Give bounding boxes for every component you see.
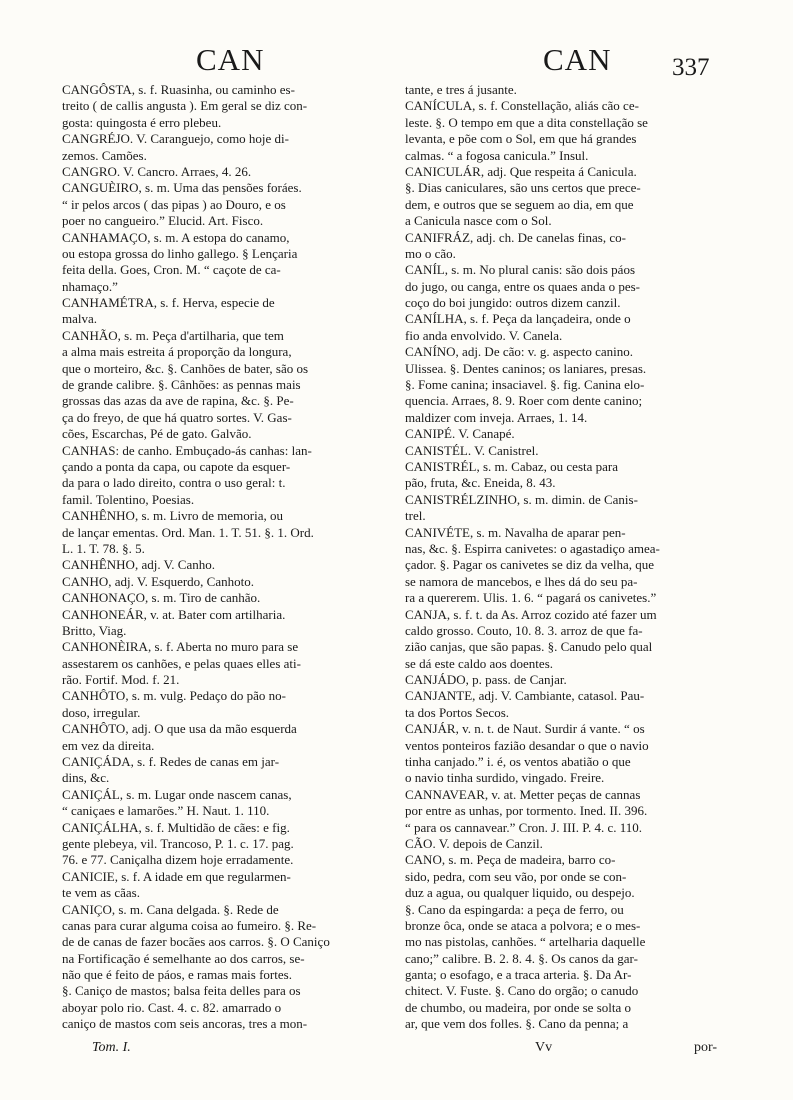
text-line: CANHAS: de canho. Embuçado-ás canhas: lan-: [62, 442, 312, 458]
text-line: CANISTRÉL, s. m. Cabaz, ou cesta para: [405, 458, 619, 474]
text-line: çando a ponta da capa, ou capote da esquer-: [62, 458, 291, 474]
text-line: CANHÔTO, adj. O que usa da mão esquerda: [62, 721, 297, 737]
text-line: pão, fruta, &c. Eneida, 8. 43.: [405, 475, 556, 491]
page-number: 337: [672, 54, 710, 81]
text-line: de grande calibre. §. Cânhões: as pennas mais: [62, 377, 301, 393]
text-line: CANJA, s. f. t. da As. Arroz cozido até fazer um: [405, 606, 657, 622]
text-line: CANISTRÉLZINHO, s. m. dimin. de Canis-: [405, 491, 638, 507]
text-line: doso, irregular.: [62, 704, 141, 720]
text-line: a Canicula nasce com o Sol.: [405, 213, 552, 229]
text-line: ar, que vem dos folles. §. Cano da penna; a: [405, 1016, 629, 1032]
text-line: nhamaço.”: [62, 278, 118, 294]
text-line: Ulissea. §. Dentes caninos; os laniares, presas.: [405, 360, 647, 376]
text-line: tinha canjado.” i. é, os ventos abatião o que: [405, 754, 631, 770]
text-line: §. Fome canina; insaciavel. §. fig. Canina elo-: [405, 377, 645, 393]
text-line: CANNAVEAR, v. at. Metter peças de cannas: [405, 786, 641, 802]
text-line: na Fortificação é semelhante ao dos carros, se-: [62, 950, 305, 966]
text-line: ventos ponteiros fazião desandar o que o navio: [405, 737, 649, 753]
text-line: çador. §. Pagar os canivetes se diz da velha, que: [405, 557, 655, 573]
text-line: o navio tinha surdido, vingado. Freire.: [405, 770, 605, 786]
text-line: CANHÃO, s. m. Peça d'artilharia, que tem: [62, 327, 284, 343]
text-line: CANIFRÁZ, adj. ch. De canelas finas, co-: [405, 229, 626, 245]
text-line: te vem as cãas.: [62, 885, 140, 901]
text-line: ganta; o esofago, e a traca arteria. §. Da Ar-: [405, 967, 632, 983]
text-line: em vez da direita.: [62, 737, 155, 753]
text-line: CANIÇÁDA, s. f. Redes de canas em jar-: [62, 754, 280, 770]
catchword: por-: [694, 1040, 718, 1055]
text-line: nas, &c. §. Espirra canivetes: o agastadiço amea-: [405, 540, 660, 556]
text-line: CANHÔTO, s. m. vulg. Pedaço do pão no-: [62, 688, 286, 704]
text-line: leste. §. O tempo em que a dita constellação se: [405, 114, 648, 130]
text-line: gosta: quingosta é erro plebeu.: [62, 114, 222, 130]
text-line: 76. e 77. Caniçalha dizem hoje erradamente.: [62, 852, 294, 868]
text-line: CANJÁR, v. n. t. de Naut. Surdir á vante. “ os: [405, 721, 645, 737]
text-line: cões, Escarchas, Pé de gato. Galvão.: [62, 426, 252, 442]
text-line: CANÍL, s. m. No plural canis: são dois páos: [405, 262, 636, 278]
text-line: CANIÇÁL, s. m. Lugar onde nascem canas,: [62, 786, 292, 802]
text-line: CANIPÉ. V. Canapé.: [405, 426, 515, 442]
left-column: [62, 82, 393, 1033]
text-line: chitect. V. Fuste. §. Cano do orgão; o canudo: [405, 983, 639, 999]
text-line: treito ( de callis angusta ). Em geral se diz con-: [62, 98, 308, 114]
text-line: dem, e outros que se seguem ao dia, em que: [405, 196, 634, 212]
text-line: se namora de mancebos, e lhes dá do seu pa-: [405, 573, 638, 589]
text-line: CANJANTE, adj. V. Cambiante, catasol. Pau-: [405, 688, 645, 704]
text-line: levanta, e põe com o Sol, em que há grandes: [405, 131, 637, 147]
text-line: CANIÇO, s. m. Cana delgada. §. Rede de: [62, 901, 279, 917]
text-line: dins, &c.: [62, 770, 110, 786]
running-head-left: CAN: [196, 42, 265, 77]
text-line: “ para os cannavear.” Cron. J. III. P. 4. c. 110.: [405, 819, 643, 835]
signature-mark: Vv: [535, 1040, 553, 1055]
text-line: §. Dias caniculares, são uns certos que prece-: [405, 180, 641, 196]
text-line: de lançar ementas. Ord. Man. 1. T. 51. §. 1. Ord.: [62, 524, 314, 540]
text-line: CANGRO. V. Cancro. Arraes, 4. 26.: [62, 163, 252, 179]
text-line: se dá este caldo aos doentes.: [405, 655, 554, 671]
text-line: não que é feito de páos, e ramas mais fortes.: [62, 967, 292, 983]
text-line: CANÍNO, adj. De cão: v. g. aspecto canino.: [405, 344, 634, 360]
text-line: caniço de mastos com seis ancoras, tres a mon-: [62, 1016, 308, 1032]
text-line: “ caniçaes e lamarões.” H. Naut. 1. 110.: [62, 803, 270, 819]
text-line: por entre as unhas, por tormento. Ined. II. 396.: [405, 803, 648, 819]
text-line: canas para curar alguma coisa ao fumeiro. §. Re-: [62, 917, 317, 933]
text-line: Britto, Viag.: [62, 622, 127, 638]
text-line: L. 1. T. 78. §. 5.: [62, 540, 145, 556]
text-line: §. Cano da espingarda: a peça de ferro, ou: [405, 901, 624, 917]
text-line: CÃO. V. depois de Canzil.: [405, 835, 543, 851]
text-line: duz a agua, ou qualquer liquido, ou despejo.: [405, 885, 635, 901]
text-line: caldo grosso. Couto, 10. 8. 3. arroz de que fa-: [405, 622, 643, 638]
text-line: CANHAMÉTRA, s. f. Herva, especie de: [62, 295, 275, 311]
text-line: a alma mais estreita á proporção da longura,: [62, 344, 292, 360]
text-line: CANHÊNHO, s. m. Livro de memoria, ou: [62, 508, 283, 524]
text-line: bronze ôca, onde se ataca a polvora; e o mes-: [405, 917, 641, 933]
text-line: CANJÁDO, p. pass. de Canjar.: [405, 672, 567, 688]
text-line: ta dos Portos Secos.: [405, 704, 509, 720]
running-head-right: CAN: [543, 42, 612, 77]
text-line: ça do freyo, de que há quatro sortes. V. Gas-: [62, 409, 292, 425]
text-line: quencia. Arraes, 8. 9. Roer com dente canino;: [405, 393, 643, 409]
text-line: CANO, s. m. Peça de madeira, barro co-: [405, 852, 616, 868]
text-line: assestarem os canhões, e pelas quaes elles ati-: [62, 655, 301, 671]
text-line: de de canas de fazer bocães aos carros. §. O Caniço: [62, 934, 330, 950]
text-line: CANGUÈIRO, s. m. Uma das pensões foráes.: [62, 180, 302, 196]
text-line: grossas das azas da ave de rapina, &c. §. Pe-: [62, 393, 294, 409]
text-line: que o morteiro, &c. §. Canhões de bater, são os: [62, 360, 309, 376]
text-line: poer no cangueiro.” Elucid. Art. Fisco.: [62, 213, 264, 229]
text-line: zemos. Camões.: [62, 147, 147, 163]
text-line: cano;” calibre. B. 2. 8. 4. §. Os canos da gar-: [405, 950, 638, 966]
text-line: calmas. “ a fogosa canicula.” Insul.: [405, 147, 589, 163]
text-line: CANGRÉJO. V. Caranguejo, como hoje di-: [62, 131, 289, 147]
text-line: de chumbo, ou madeira, por onde se solta o: [405, 999, 631, 1015]
right-column: [405, 82, 730, 1033]
text-line: mo nas pistolas, canhões. “ artelharia daquelle: [405, 934, 646, 950]
text-line: CANHONAÇO, s. m. Tiro de canhão.: [62, 590, 261, 606]
text-line: malva.: [62, 311, 98, 327]
text-line: CANHONÈIRA, s. f. Aberta no muro para se: [62, 639, 299, 655]
text-line: ou estopa grossa do linho gallego. § Lençaria: [62, 245, 298, 261]
text-line: CANICIE, s. f. A idade em que regularmen-: [62, 868, 291, 884]
text-line: CANISTÉL. V. Canistrel.: [405, 442, 539, 458]
text-line: zião canjas, que são papas. §. Canudo pelo qual: [405, 639, 653, 655]
text-line: maldizer com inveja. Arraes, 1. 14.: [405, 409, 588, 425]
text-line: ra a quererem. Ulis. 1. 6. “ pagará os canivetes.”: [405, 590, 657, 606]
text-line: CANÍLHA, s. f. Peça da lançadeira, onde o: [405, 311, 631, 327]
text-line: CANHÊNHO, adj. V. Canho.: [62, 557, 215, 573]
text-line: fio anda envolvido. V. Canela.: [405, 327, 563, 343]
text-line: §. Caniço de mastos; balsa feita delles para os: [62, 983, 301, 999]
text-line: CANIVÉTE, s. m. Navalha de aparar pen-: [405, 524, 626, 540]
text-line: CANHONEÁR, v. at. Bater com artilharia.: [62, 606, 286, 622]
text-line: CANIÇÁLHA, s. f. Multidão de cães: e fig.: [62, 819, 290, 835]
text-line: sido, pedra, com seu vão, por onde se con-: [405, 868, 627, 884]
text-line: CANHO, adj. V. Esquerdo, Canhoto.: [62, 573, 254, 589]
text-line: tante, e tres á jusante.: [405, 82, 517, 97]
text-line: da para o lado direito, contra o uso geral: t.: [62, 475, 286, 491]
volume-mark: Tom. I.: [92, 1040, 131, 1055]
text-line: trel.: [405, 508, 426, 524]
text-line: “ ir pelos arcos ( das pipas ) ao Douro, e os: [62, 196, 286, 212]
text-line: gente plebeya, vil. Trancoso, P. 1. c. 17. pag.: [62, 835, 294, 851]
text-line: do jugo, ou canga, entre os quaes anda o pes-: [405, 278, 641, 294]
text-line: famil. Tolentino, Poesias.: [62, 491, 195, 507]
text-line: rão. Fortif. Mod. f. 21.: [62, 672, 180, 688]
text-line: CANICULÁR, adj. Que respeita á Canicula.: [405, 163, 637, 179]
text-line: aboyar polo rio. Cast. 4. c. 82. amarrado o: [62, 999, 282, 1015]
text-line: CANÍCULA, s. f. Constellação, aliás cão ce-: [405, 98, 639, 114]
text-line: coço do boi jungido: outros dizem canzil.: [405, 295, 621, 311]
text-line: CANGÔSTA, s. f. Ruasinha, ou caminho es-: [62, 82, 295, 97]
text-line: mo o cão.: [405, 245, 456, 261]
text-line: feita della. Goes, Cron. M. “ caçote de ca-: [62, 262, 281, 278]
text-line: CANHAMAÇO, s. m. A estopa do canamo,: [62, 229, 290, 245]
